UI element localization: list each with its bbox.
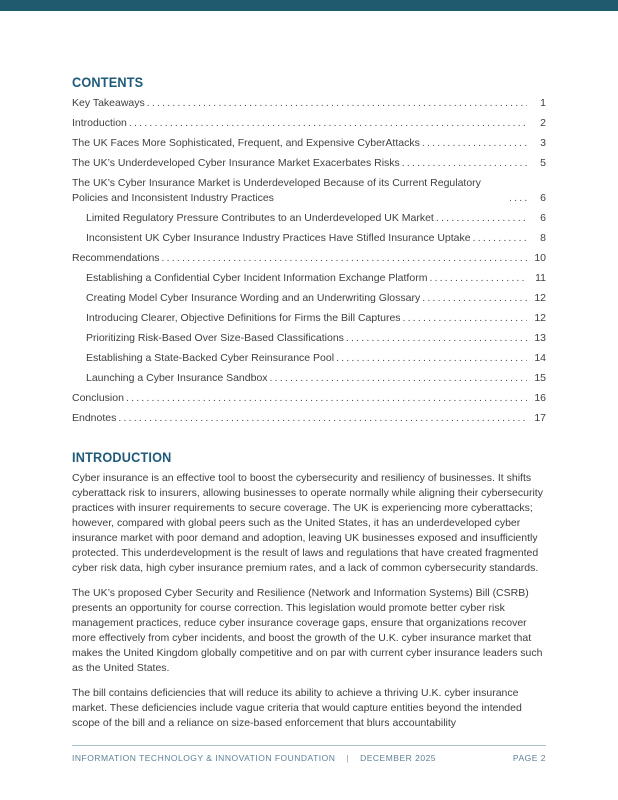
toc-entry-page: 11 [535, 272, 546, 284]
toc-entry-page: 2 [540, 117, 546, 129]
introduction-heading [72, 450, 546, 466]
intro-paragraph-3: The bill contains deficiencies that will reduce its ability to achieve a thriving U.K. cyber insurance market. These deficiencies include vague criteria that would capture entities beyond the intended scope of the bill and a reliance on size-based enforcement that blurs accountability [72, 687, 522, 729]
toc-entry-introduction[interactable] [72, 116, 546, 131]
page-footer [72, 745, 546, 763]
toc-entry-title: Introducing Clearer, Objective Definitions for Firms the Bill Captures [86, 312, 401, 324]
toc-entry-page: 13 [534, 332, 546, 344]
toc-entry-risk-based-classifications[interactable] [72, 331, 546, 346]
toc-entry-title: Creating Model Cyber Insurance Wording and an Underwriting Glossary [86, 292, 421, 304]
toc-entry-title: Establishing a State-Backed Cyber Reinsurance Pool [86, 352, 335, 364]
toc-entry-title: Limited Regulatory Pressure Contributes to an Underdeveloped UK Market [86, 212, 434, 224]
toc-leader-dots [402, 156, 527, 171]
toc-leader-dots [422, 136, 527, 151]
footer-left [72, 753, 436, 763]
contents-heading [72, 75, 546, 91]
toc-entry-inconsistent-industry-practices[interactable] [72, 231, 546, 246]
toc-leader-dots [403, 311, 527, 326]
introduction-body [72, 471, 546, 731]
toc-entry-uk-faces-cyberattacks[interactable] [72, 136, 546, 151]
toc-leader-dots [422, 291, 527, 306]
toc-entry-recommendations[interactable] [72, 251, 546, 266]
toc-entry-page: 8 [540, 232, 546, 244]
toc-leader-dots [147, 96, 527, 111]
toc-entry-clearer-definitions[interactable] [72, 311, 546, 326]
toc-entry-title: Key Takeaways [72, 97, 145, 109]
toc-entry-title: The UK Faces More Sophisticated, Frequent, and Expensive CyberAttacks [72, 137, 420, 149]
toc-entry-page: 16 [534, 392, 546, 404]
toc-entry-title: Establishing a Confidential Cyber Incident Information Exchange Platform [86, 272, 428, 284]
toc-entry-title: The UK’s Underdeveloped Cyber Insurance Market Exacerbates Risks [72, 157, 400, 169]
footer-date: DECEMBER 2025 [360, 753, 437, 763]
toc-leader-dots [429, 271, 527, 286]
toc-entry-page: 12 [534, 312, 546, 324]
contents-heading-text: CONTENTS [72, 75, 144, 90]
table-of-contents [72, 96, 546, 426]
toc-entry-model-wording-glossary[interactable] [72, 291, 546, 306]
toc-entry-market-underdeveloped-because[interactable] [72, 176, 546, 206]
toc-entry-underdeveloped-market-risks[interactable] [72, 156, 546, 171]
toc-entry-insurance-sandbox[interactable] [72, 371, 546, 386]
toc-leader-dots [473, 231, 527, 246]
toc-entry-page: 5 [540, 157, 546, 169]
toc-leader-dots [346, 331, 527, 346]
toc-entry-conclusion[interactable] [72, 391, 546, 406]
toc-entry-page: 6 [540, 212, 546, 224]
toc-leader-dots [270, 371, 527, 386]
page-content [72, 75, 546, 741]
toc-entry-page: 3 [540, 137, 546, 149]
toc-entry-title: Launching a Cyber Insurance Sandbox [86, 372, 268, 384]
toc-entry-page: 17 [534, 412, 546, 424]
toc-leader-dots [162, 251, 527, 266]
footer-separator: | [346, 753, 350, 763]
toc-entry-page: 14 [534, 352, 546, 364]
toc-entry-page: 6 [540, 192, 546, 204]
footer-org-name: INFORMATION TECHNOLOGY & INNOVATION FOUNDATION [72, 753, 336, 763]
toc-entry-incident-exchange-platform[interactable] [72, 271, 546, 286]
toc-entry-title: Conclusion [72, 392, 124, 404]
toc-entry-title: Prioritizing Risk-Based Over Size-Based Classifications [86, 332, 344, 344]
toc-entry-limited-regulatory-pressure[interactable] [72, 211, 546, 226]
footer-page-number: PAGE 2 [512, 753, 546, 763]
intro-paragraph-2: The UK’s proposed Cyber Security and Resilience (Network and Information Systems) Bill (CSRB) presents an opportunity for course correction. This legislation would promote better cyber risk management practices, reduce cyber insurance coverage gaps, ensure that organizations recover more effectively from cyber incidents, and boost the growth of the U.K. cyber insurance market that makes the United Kingdom globally competitive and on par with current cyber insurance leaders such as the United States. [72, 587, 543, 674]
page-top-accent-bar [0, 0, 618, 11]
toc-entry-title: Endnotes [72, 412, 117, 424]
toc-leader-dots [126, 391, 527, 406]
toc-entry-key-takeaways[interactable] [72, 96, 546, 111]
toc-entry-title: The UK’s Cyber Insurance Market is Underdeveloped Because of its Current Regulatory Policies and Inconsistent Industry Practices [72, 177, 481, 204]
introduction-heading-text: INTRODUCTION [72, 450, 172, 465]
toc-leader-dots [118, 411, 527, 426]
toc-entry-endnotes[interactable] [72, 411, 546, 426]
toc-entry-page: 1 [540, 97, 546, 109]
toc-entry-page: 12 [534, 292, 546, 304]
toc-leader-dots [336, 351, 527, 366]
toc-entry-title: Inconsistent UK Cyber Insurance Industry Practices Have Stifled Insurance Uptake [86, 232, 471, 244]
toc-entry-page: 15 [534, 372, 546, 384]
toc-leader-dots [436, 211, 527, 226]
toc-entry-title: Introduction [72, 117, 127, 129]
toc-entry-state-backed-reinsurance-pool[interactable] [72, 351, 546, 366]
toc-entry-title: Recommendations [72, 252, 160, 264]
toc-leader-dots [509, 191, 527, 206]
toc-entry-page: 10 [534, 252, 546, 264]
toc-leader-dots [129, 116, 527, 131]
intro-paragraph-1: Cyber insurance is an effective tool to boost the cybersecurity and resiliency of businesses. It shifts cyberattack risk to insurers, allowing businesses to operate normally while aligning their cybersecurity practices with insurer requirements to secure coverage. The UK is experiencing more cyberattacks; however, compared with global peers such as the United States, it has an underdeveloped cyber insurance market with poor demand and adoption, leaving UK businesses exposed and insufficiently protected. This underdevelopment is the result of laws and regulations that have created fragmented cyber risk data, high cyber insurance premium rates, and a lack of common cybersecurity standards. [72, 472, 543, 574]
